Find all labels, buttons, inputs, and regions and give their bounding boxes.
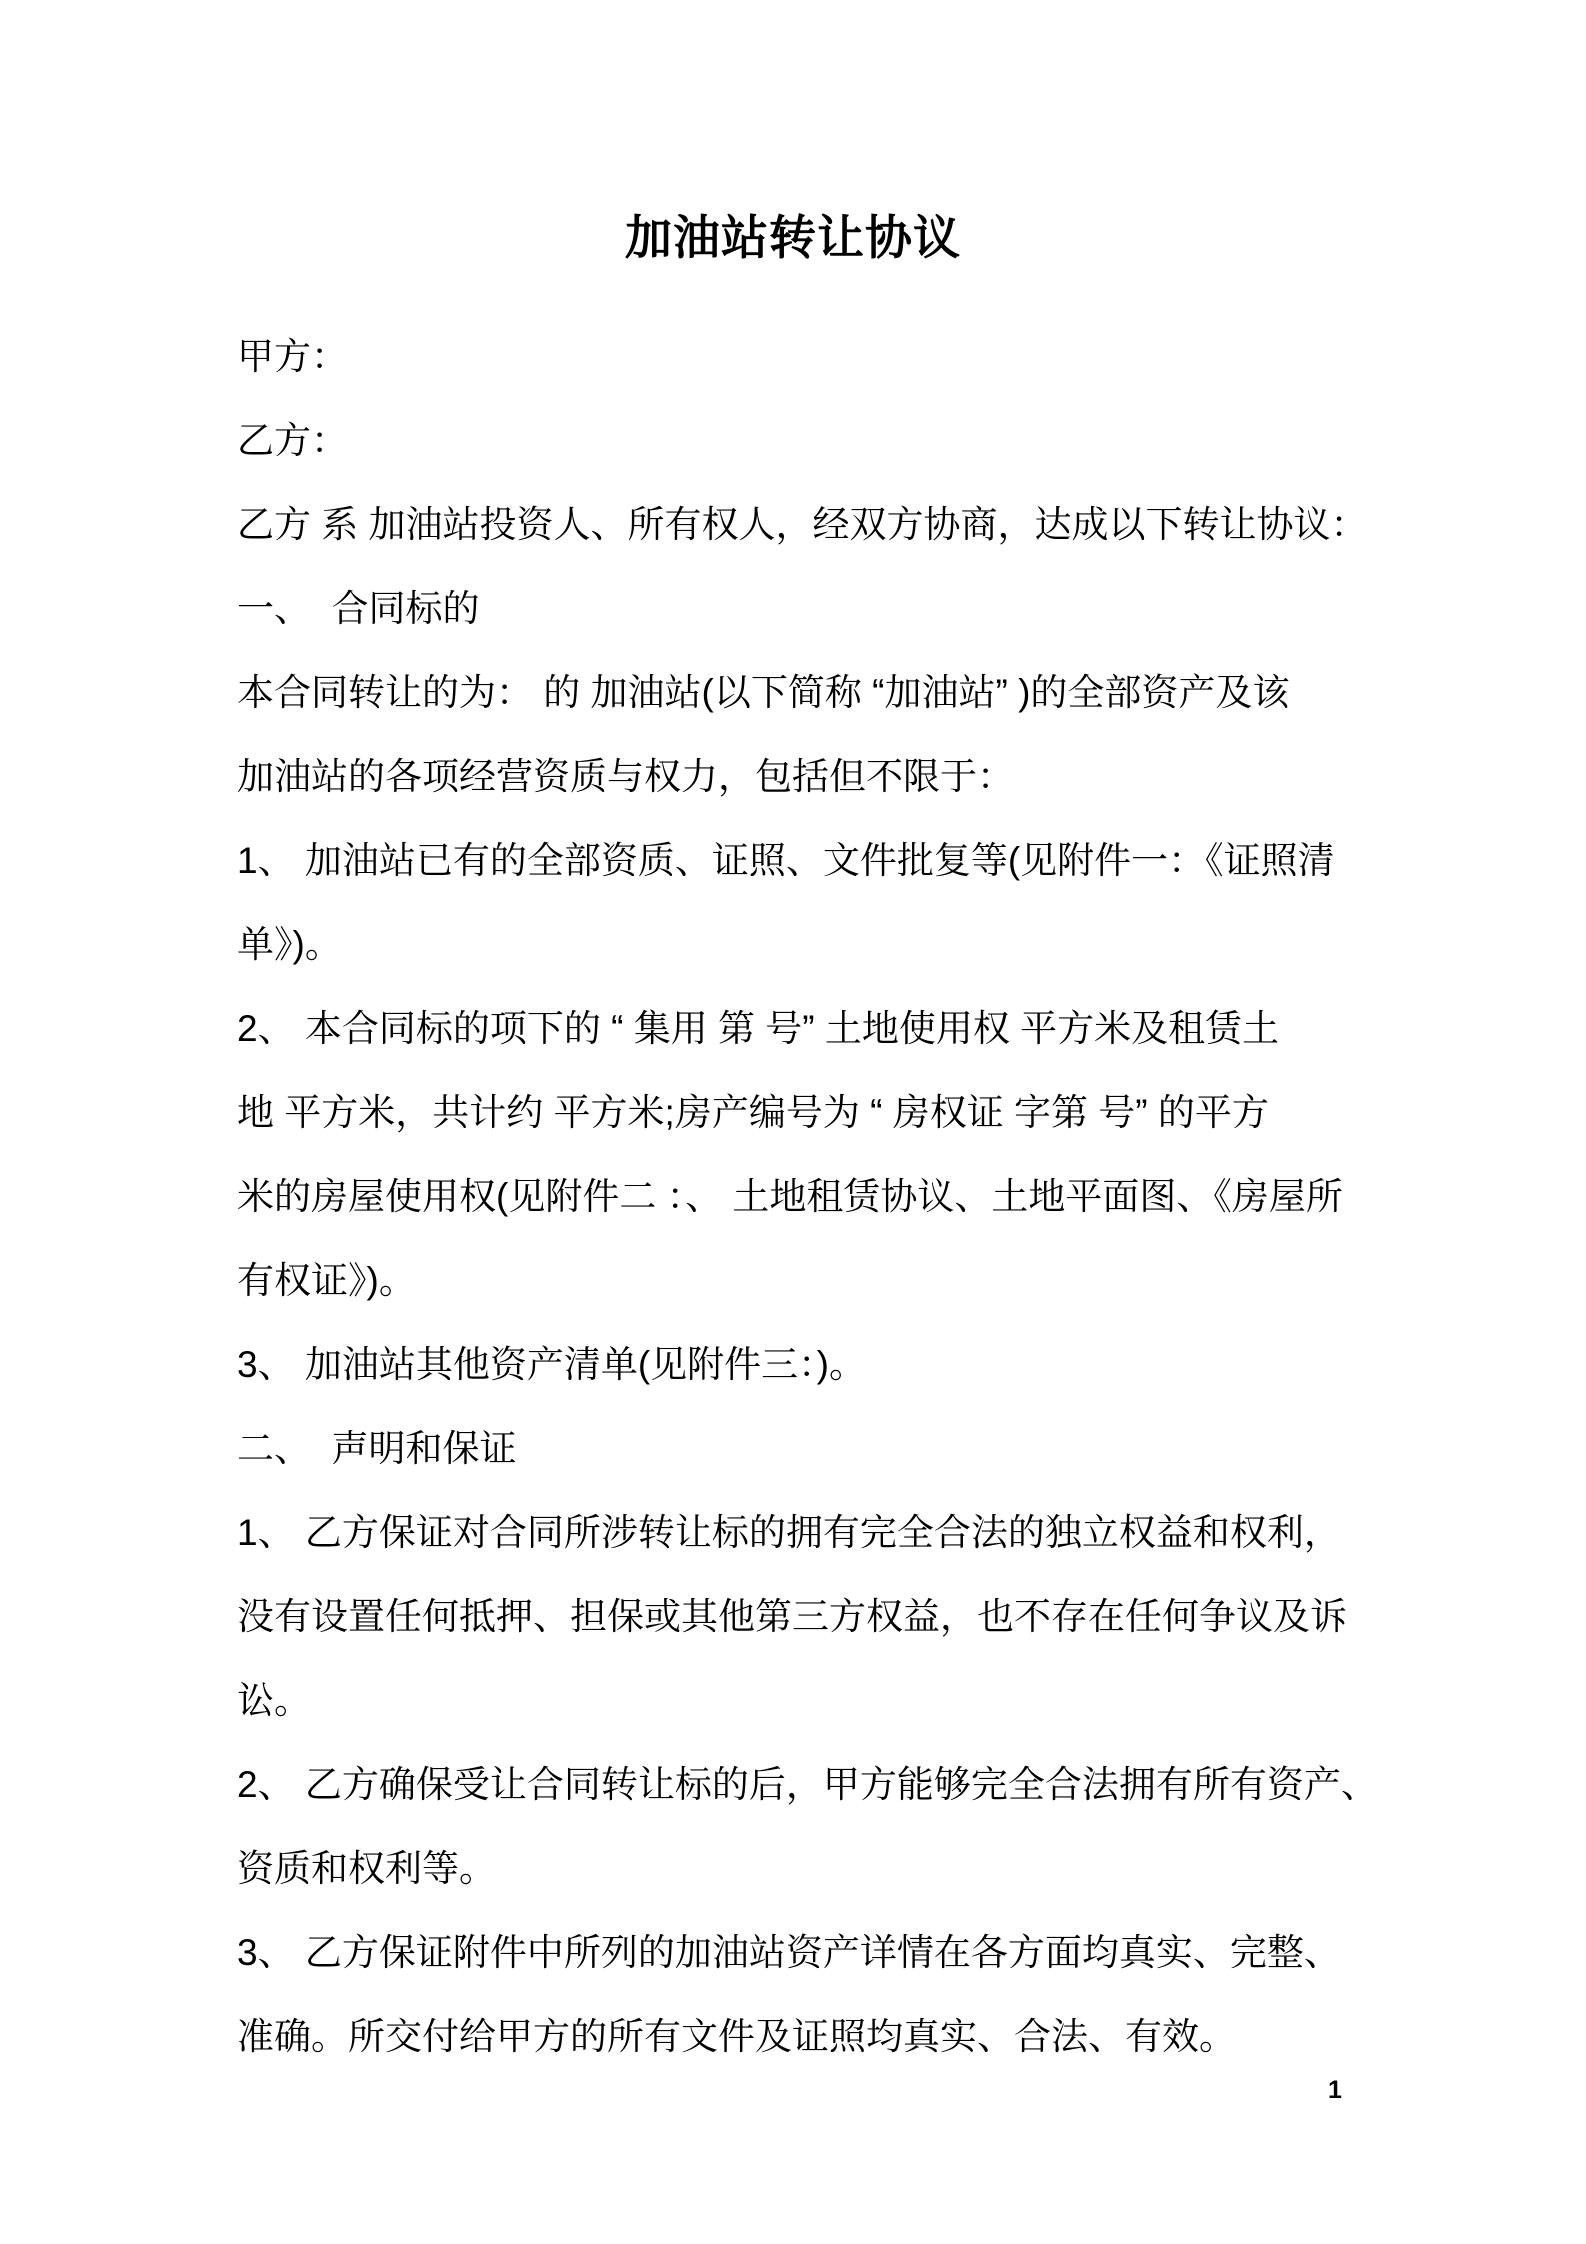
line-item-1: 1、 乙方保证对合同所涉转让标的拥有完全合法的独立权益和权利， [237,1512,1341,1553]
line-preamble: 乙方 系 加油站投资人、所有权人，经双方协商，达成以下转让协议： [237,504,1368,545]
document-body [237,315,1417,2079]
line-item-3: 3、 乙方保证附件中所列的加油站资产详情在各方面均真实、完整、 [237,1932,1341,1973]
line-paragraph: 本合同转让的为： 的 加油站(以下简称 “加油站” )的全部资产及该 [237,672,1290,713]
line-item-1-cont: 没有设置任何抵押、担保或其他第三方权益，也不存在任何争议及诉 [237,1596,1347,1637]
line-item-2-cont: 米的房屋使用权(见附件二 ：、 土地租赁协议、土地平面图、《房屋所 [237,1176,1343,1217]
line-section-1-head: 一、 合同标的 [237,588,480,629]
line-party-a: 甲方： [237,336,348,377]
line-item-2: 2、 本合同标的项下的 “ 集用 第 号” 土地使用权 平方米及租赁土 [237,1008,1280,1049]
line-paragraph: 加油站的各项经营资质与权力，包括但不限于： [237,756,1014,797]
line-item-1-cont: 单》)。 [237,924,342,965]
line-party-b: 乙方： [237,420,348,461]
line-item-1: 1、 加油站已有的全部资质、证照、文件批复等(见附件一：《证照清 [237,840,1335,881]
line-item-1-cont: 讼。 [237,1680,311,1721]
page-number: 1 [1328,2076,1342,2104]
line-item-2: 2、 乙方确保受让合同转让标的后，甲方能够完全合法拥有所有资产、 [237,1764,1378,1805]
line-item-2-cont: 资质和权利等。 [237,1848,496,1889]
line-section-2-head: 二、 声明和保证 [237,1428,517,1469]
line-item-3-cont: 准确。所交付给甲方的所有文件及证照均真实、合法、有效。 [237,2016,1236,2057]
line-item-3: 3、 加油站其他资产清单(见附件三：)。 [237,1344,866,1385]
line-item-2-cont: 有权证》)。 [237,1260,416,1301]
document-title: 加油站转让协议 [625,211,961,264]
line-item-2-cont: 地 平方米，共计约 平方米;房产编号为 “ 房权证 字第 号” 的平方 [237,1092,1269,1133]
